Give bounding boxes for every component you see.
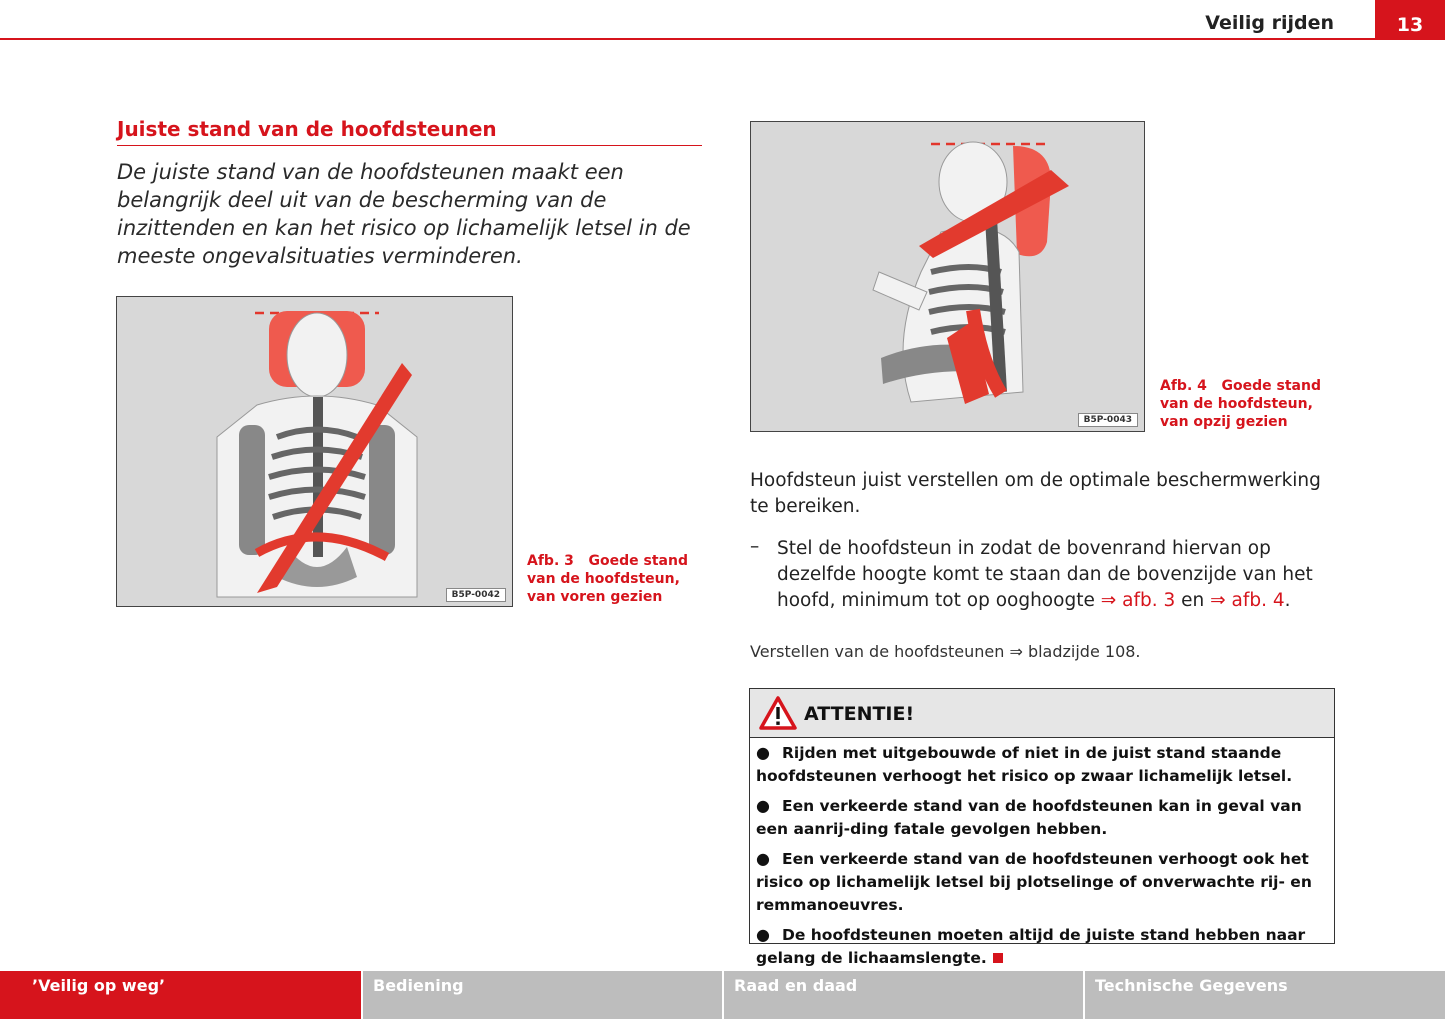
figure-3-label: Afb. 3	[527, 553, 574, 569]
footer-tab-raad-en-daad[interactable]: Raad en daad	[724, 971, 1083, 1019]
link-and: en	[1181, 590, 1205, 611]
arrow-icon: ⇒	[1210, 590, 1226, 611]
step-text: Stel de hoofdsteun in zodat de bovenrand hiervan op dezelfde hoogte komt te staan dan de bovenzijde van het hoofd, minimum tot op ooghoogte	[777, 538, 1313, 611]
warning-item: ● Een verkeerde stand van de hoofdsteunen verhoogt ook het risico op lichamelijk letsel bij plotselinge of onverwachte rij- en remmanoeuvres.	[756, 849, 1312, 914]
bullet-icon: ●	[756, 925, 770, 944]
warning-box	[749, 688, 1335, 967]
arrow-icon: ⇒	[1100, 590, 1117, 611]
section-title-rule	[117, 145, 702, 146]
warning-item: ● Een verkeerde stand van de hoofdsteunen kan in geval van een aanrij-ding fatale gevolgen hebben.	[756, 796, 1302, 838]
figure-3-code: B5P-0042	[446, 588, 506, 602]
section-intro: De juiste stand van de hoofdsteunen maakt een belangrijk deel uit van de bescherming van de inzittenden en kan het risico op lichamelijk letsel in de meeste ongevalsituaties verminderen.	[117, 160, 691, 268]
bullet-icon: ●	[756, 796, 770, 815]
warning-list	[756, 741, 1328, 976]
arrow-icon: ⇒	[1009, 642, 1023, 661]
figure-4-label: Afb. 4	[1160, 378, 1207, 394]
figure-4-caption	[1160, 377, 1340, 431]
ref-text: Verstellen van de hoofdsteunen	[750, 642, 1005, 661]
footer-tab-technische-gegevens[interactable]: Technische Gegevens	[1085, 971, 1445, 1019]
link-afb-4[interactable]: afb. 4	[1231, 590, 1285, 611]
section-title: Juiste stand van de hoofdsteunen	[117, 117, 497, 141]
warning-triangle-icon	[758, 695, 798, 731]
bullet-icon: ●	[756, 849, 770, 868]
warning-title: ATTENTIE!	[804, 703, 915, 725]
figure-4-code: B5P-0043	[1078, 413, 1138, 427]
page-number: 13	[1375, 0, 1445, 40]
bullet-icon: ●	[756, 743, 770, 762]
skeleton-front-illustration	[117, 297, 512, 606]
header-rule	[0, 38, 1445, 40]
warning-item: ● Rijden met uitgebouwde of niet in de juist stand staande hoofdsteunen verhoogt het risico op zwaar lichamelijk letsel.	[756, 743, 1293, 785]
figure-3-caption	[527, 552, 707, 606]
ref-page[interactable]: bladzijde 108.	[1027, 642, 1141, 661]
skeleton-side-illustration	[751, 122, 1144, 431]
footer-tab-bediening[interactable]: Bediening	[363, 971, 722, 1019]
figure-4-side-view	[750, 121, 1145, 432]
header-section-title: Veilig rijden	[1205, 12, 1334, 34]
warning-item: ● De hoofdsteunen moeten altijd de juiste stand hebben naar gelang de lichaamslengte.	[756, 925, 1306, 967]
end-marker-icon	[993, 953, 1003, 963]
link-afb-3[interactable]: afb. 3	[1122, 590, 1176, 611]
figure-4-caption-text: Goede stand van de hoofdsteun, van opzij gezien	[1160, 378, 1321, 430]
cross-reference	[750, 642, 1141, 661]
warning-header	[750, 689, 1334, 738]
step-instruction: Stel de hoofdsteun in zodat de bovenrand hiervan op dezelfde hoogte komt te staan dan de bovenzijde van het hoofd, minimum tot op ooghoogte ⇒ afb. 3 en ⇒ afb. 4.	[777, 538, 1313, 611]
figure-3-front-view	[116, 296, 513, 607]
step-dash: –	[750, 536, 760, 557]
body-paragraph: Hoofdsteun juist verstellen om de optimale beschermwerking te bereiken.	[750, 470, 1321, 517]
figure-3-caption-text: Goede stand van de hoofdsteun, van voren gezien	[527, 553, 688, 605]
footer-tab-veilig-op-weg[interactable]: ’Veilig op weg’	[0, 971, 361, 1019]
